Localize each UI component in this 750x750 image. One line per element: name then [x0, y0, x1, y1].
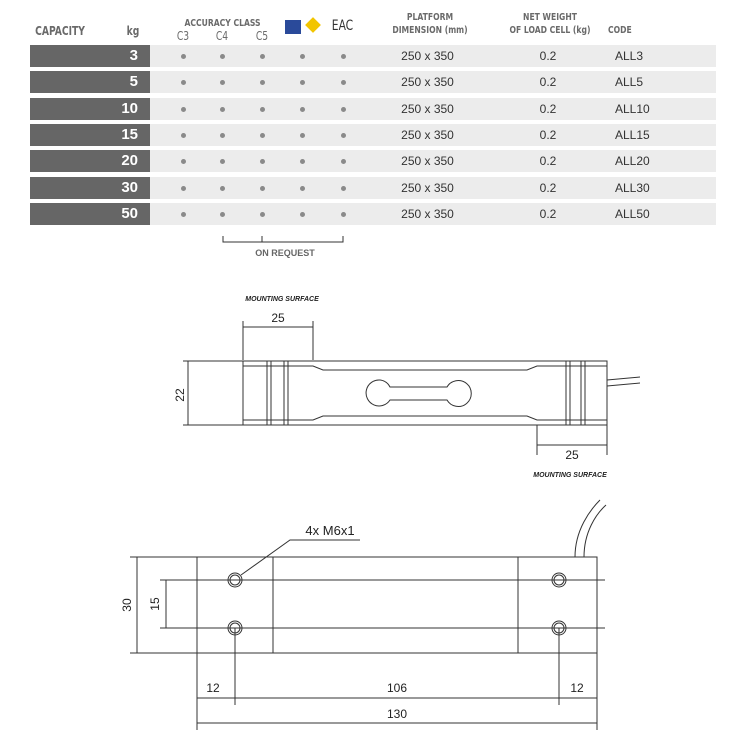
code-cell: ALL15	[615, 127, 650, 142]
weight-cell: 0.2	[539, 75, 557, 90]
header-platform-1: PLATFORM	[406, 12, 454, 23]
header-weight-1: NET WEIGHT	[523, 12, 577, 23]
bottom-dim-left: 12	[206, 681, 220, 695]
code-cell: ALL5	[615, 75, 644, 90]
code-cell: ALL50	[615, 206, 650, 221]
bottom-dim-holes: 15	[148, 597, 162, 611]
capacity-cell: 20	[30, 150, 150, 172]
capacity-cell: 5	[30, 71, 150, 93]
bottom-dim-total: 130	[386, 707, 408, 721]
header-c4: C4	[215, 29, 229, 43]
code-cell: ALL10	[615, 101, 650, 116]
weight-cell: 0.2	[539, 49, 557, 63]
eac-mark: EAC	[331, 18, 354, 34]
header-c3: C3	[176, 29, 190, 43]
header-unit: kg	[126, 24, 140, 38]
side-dim-left: 25	[271, 311, 285, 325]
header-platform-2: DIMENSION (mm)	[392, 25, 468, 36]
bottom-dim-right: 12	[570, 681, 584, 695]
thread-label: 4x M6x1	[305, 523, 355, 538]
header-capacity: CAPACITY	[35, 24, 85, 38]
on-request-bracket	[223, 236, 343, 242]
platform-cell: 250 x 350	[401, 75, 454, 90]
capacity-cell: 3	[30, 45, 150, 67]
side-view	[173, 296, 640, 479]
code-cell: ALL3	[615, 49, 644, 63]
weight-cell: 0.2	[539, 180, 557, 195]
weight-cell: 0.2	[539, 206, 557, 221]
weight-cell: 0.2	[539, 127, 557, 142]
header-accuracy-class: ACCURACY CLASS	[184, 18, 261, 29]
mounting-surface-bottom-label: MOUNTING SURFACE	[533, 472, 607, 479]
capacity-cell: 10	[30, 98, 150, 120]
code-cell: ALL20	[615, 154, 650, 169]
platform-cell: 250 x 350	[401, 101, 454, 116]
bottom-view	[120, 500, 606, 730]
weight-cell: 0.2	[539, 154, 557, 169]
header-c5: C5	[255, 29, 269, 43]
platform-cell: 250 x 350	[401, 127, 454, 142]
header-code: CODE	[608, 25, 632, 36]
side-dim-right: 25	[565, 448, 579, 462]
capacity-cell: 30	[30, 177, 150, 199]
mounting-surface-top-label: MOUNTING SURFACE	[245, 296, 319, 303]
platform-cell: 250 x 350	[401, 154, 454, 169]
code-cell: ALL30	[615, 180, 650, 195]
side-dim-height: 22	[173, 388, 187, 402]
platform-cell: 250 x 350	[401, 49, 454, 63]
capacity-cell: 50	[30, 203, 150, 225]
bottom-dim-mid: 106	[386, 681, 408, 695]
header-weight-2: OF LOAD CELL (kg)	[509, 25, 591, 36]
weight-cell: 0.2	[539, 101, 557, 116]
platform-cell: 250 x 350	[401, 206, 454, 221]
capacity-cell: 15	[30, 124, 150, 146]
bottom-dim-height: 30	[120, 598, 134, 612]
on-request-label: ON REQUEST	[255, 248, 315, 258]
platform-cell: 250 x 350	[401, 180, 454, 195]
